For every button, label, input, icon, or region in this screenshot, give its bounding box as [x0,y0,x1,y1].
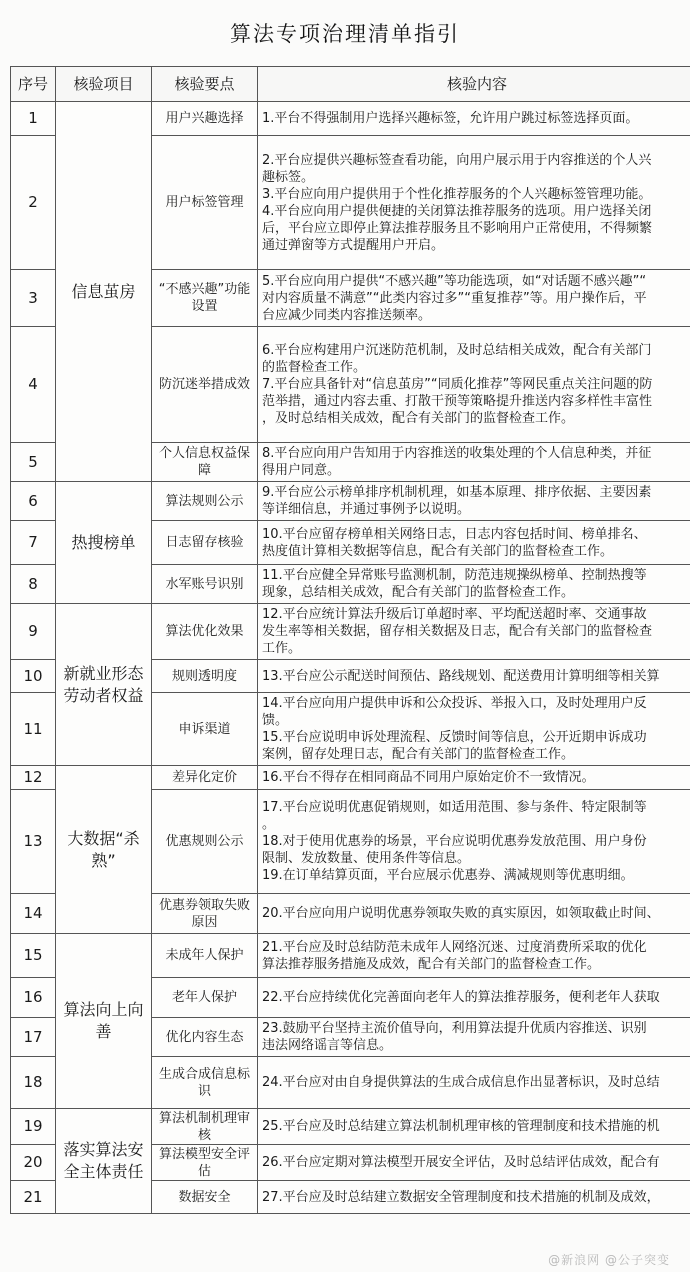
content-line: 违法网络谣言等信息。 [262,1038,393,1053]
check-point: 优惠券领取失败原因 [152,894,258,934]
check-point: 数据安全 [152,1181,258,1214]
content-line: 6.平台应构建用户沉迷防范机制，及时总结相关成效，配合有关部门 [262,343,652,358]
check-content [258,327,690,443]
check-point: 算法优化效果 [152,604,258,660]
row-num: 20 [11,1145,56,1181]
table-body [11,102,690,1214]
content-line: 对内容质量不满意”“此类内容过多”“重复推荐”等。用户操作后，平 [262,290,647,306]
row-num: 10 [11,660,56,693]
content-line: 后，平台应立即停止算法推荐服务且不影响用户正常使用，不得频繁 [262,220,653,236]
content-line: 工作。 [262,641,302,656]
table-row [11,604,690,660]
content-line: 11.平台应健全异常账号监测机制，防范违规操纵榜单、控制热搜等 [262,568,647,583]
watermark: @新浪网 @公子突变 [548,1253,670,1267]
content-line: 得用户同意。 [262,463,341,478]
row-num: 13 [11,790,56,894]
content-line: 现象，总结相关成效，配合有关部门的监督检查工作。 [262,585,575,600]
content-line: 17.平台应说明优惠促销规则，如适用范围、参与条件、特定限制等 [262,800,647,815]
content-line: 2.平台应提供兴趣标签查看功能，向用户展示用于内容推送的个人兴 [262,152,652,168]
row-num: 21 [11,1181,56,1214]
check-point: “不感兴趣”功能设置 [152,270,258,327]
row-num: 15 [11,934,56,978]
row-num: 3 [11,270,56,327]
check-content [258,102,690,136]
content-line: 发生率等相关数据，留存相关数据及日志，配合有关部门的监督检查 [262,624,653,639]
check-point: 用户标签管理 [152,136,258,270]
content-line: 23.鼓励平台坚持主流价值导向，利用算法提升优质内容推送、识别 [262,1021,647,1036]
content-line: 3.平台应向用户提供用于个性化推荐服务的个人兴趣标签管理功能。 [262,186,652,202]
content-line: 20.平台应向用户说明优惠券领取失败的真实原因，如领取截止时间、 [262,906,660,921]
row-num: 16 [11,978,56,1018]
check-point: 优化内容生态 [152,1018,258,1057]
content-line: 9.平台应公示榜单排序机制机理，如基本原理、排序依据、主要因素 [262,485,652,500]
content-line: 的监督检查工作。 [262,360,367,375]
check-item: 信息茧房 [56,102,152,482]
content-line: 25.平台应及时总结建立算法机制机理审核的管理制度和技术措施的机 [262,1119,660,1134]
check-content [258,766,690,790]
check-point: 算法模型安全评估 [152,1145,258,1181]
table-header-row [11,67,690,102]
content-line: 12.平台应统计算法升级后订单超时率、平均配送超时率、交通事故 [262,607,647,622]
check-content [258,604,690,660]
check-point: 优惠规则公示 [152,790,258,894]
content-line: 通过弹窗等方式提醒用户开启。 [262,237,445,253]
content-line: 24.平台应对由自身提供算法的生成合成信息作出显著标识，及时总结 [262,1075,660,1090]
table-row [11,766,690,790]
header-content: 核验内容 [258,67,690,102]
row-num: 4 [11,327,56,443]
check-content [258,894,690,934]
check-content [258,136,690,270]
row-num: 17 [11,1018,56,1057]
row-num: 6 [11,482,56,521]
content-line: 14.平台应向用户提供申诉和公众投诉、举报入口，及时处理用户反 [262,696,647,711]
content-line: 限制、发放数量、使用条件等信息。 [262,851,471,866]
header-num: 序号 [11,67,56,102]
check-item: 新就业形态劳动者权益 [56,604,152,766]
content-line: 。 [262,817,276,832]
content-line: 1.平台不得强制用户选择兴趣标签，允许用户跳过标签选择页面。 [262,111,639,126]
check-point: 算法规则公示 [152,482,258,521]
content-line: 10.平台应留存榜单相关网络日志，日志内容包括时间、榜单排名、 [262,526,647,542]
check-content [258,1109,690,1145]
check-content [258,521,690,565]
check-content [258,660,690,693]
content-line: 趣标签。 [262,169,315,185]
row-num: 18 [11,1057,56,1109]
check-point: 未成年人保护 [152,934,258,978]
table-row [11,102,690,136]
content-line: 台应减少同类内容推送频率。 [262,307,432,323]
content-line: ，及时总结相关成效，配合有关部门的监督检查工作。 [262,411,575,426]
content-line: 27.平台应及时总结建立数据安全管理制度和技术措施的机制及成效， [262,1189,660,1205]
check-point: 老年人保护 [152,978,258,1018]
check-content [258,693,690,766]
check-point: 防沉迷举措成效 [152,327,258,443]
content-line: 26.平台应定期对算法模型开展安全评估，及时总结评估成效，配合有 [262,1155,660,1170]
content-line: 8.平台应向用户告知用于内容推送的收集处理的个人信息种类，并征 [262,446,652,461]
check-point: 水军账号识别 [152,565,258,604]
content-line: 算法推荐服务措施及成效，配合有关部门的监督检查工作。 [262,956,601,972]
check-point: 差异化定价 [152,766,258,790]
row-num: 12 [11,766,56,790]
content-line: 馈。 [262,713,289,728]
row-num: 9 [11,604,56,660]
table-row [11,482,690,521]
check-content [258,1057,690,1109]
row-num: 7 [11,521,56,565]
table-row [11,1109,690,1145]
check-item: 大数据“杀熟” [56,766,152,934]
check-item: 算法向上向善 [56,934,152,1109]
check-content [258,443,690,482]
check-content [258,1145,690,1181]
content-line: 等详细信息，并通过事例予以说明。 [262,502,471,517]
check-content [258,790,690,894]
check-point: 申诉渠道 [152,693,258,766]
content-line: 19.在订单结算页面，平台应展示优惠券、满减规则等优惠明细。 [262,868,634,883]
check-point: 日志留存核验 [152,521,258,565]
check-content [258,270,690,327]
content-line: 7.平台应具备针对“信息茧房”“同质化推荐”等网民重点关注问题的防 [262,377,653,392]
content-line: 5.平台应向用户提供“不感兴趣”等功能选项，如“对话题不感兴趣”“ [262,273,647,289]
check-point: 用户兴趣选择 [152,102,258,136]
page-title: 算法专项治理清单指引 [230,22,460,46]
content-line: 13.平台应公示配送时间预估、路线规划、配送费用计算明细等相关算 [262,668,660,684]
row-num: 5 [11,443,56,482]
header-point: 核验要点 [152,67,258,102]
header-item: 核验项目 [56,67,152,102]
content-line: 范举措，通过内容去重、打散干预等策略提升推送内容多样性丰富性 [262,394,653,409]
content-line: 案例，留存处理日志，配合有关部门的监督检查工作。 [262,747,575,762]
check-content [258,565,690,604]
check-item: 落实算法安全主体责任 [56,1109,152,1214]
content-line: 热度值计算相关数据等信息，配合有关部门的监督检查工作。 [262,543,614,559]
row-num: 14 [11,894,56,934]
table-row [11,934,690,978]
check-point: 算法机制机理审核 [152,1109,258,1145]
check-item: 热搜榜单 [56,482,152,604]
check-point: 生成合成信息标识 [152,1057,258,1109]
check-content [258,482,690,521]
content-line: 15.平台应说明申诉处理流程、反馈时间等信息，公开近期申诉成功 [262,730,647,745]
row-num: 2 [11,136,56,270]
check-content [258,978,690,1018]
content-line: 22.平台应持续优化完善面向老年人的算法推荐服务，便利老年人获取 [262,990,660,1005]
checklist-table [10,66,690,1214]
check-point: 个人信息权益保障 [152,443,258,482]
check-point: 规则透明度 [152,660,258,693]
check-content [258,1181,690,1214]
check-content [258,1018,690,1057]
row-num: 11 [11,693,56,766]
row-num: 8 [11,565,56,604]
check-content [258,934,690,978]
content-line: 18.对于使用优惠券的场景，平台应说明优惠券发放范围、用户身份 [262,834,647,849]
content-line: 16.平台不得存在相同商品不同用户原始定价不一致情况。 [262,770,595,785]
row-num: 1 [11,102,56,136]
content-line: 21.平台应及时总结防范未成年人网络沉迷、过度消费所采取的优化 [262,939,647,955]
row-num: 19 [11,1109,56,1145]
content-line: 4.平台应向用户提供便捷的关闭算法推荐服务的选项。用户选择关闭 [262,203,652,219]
